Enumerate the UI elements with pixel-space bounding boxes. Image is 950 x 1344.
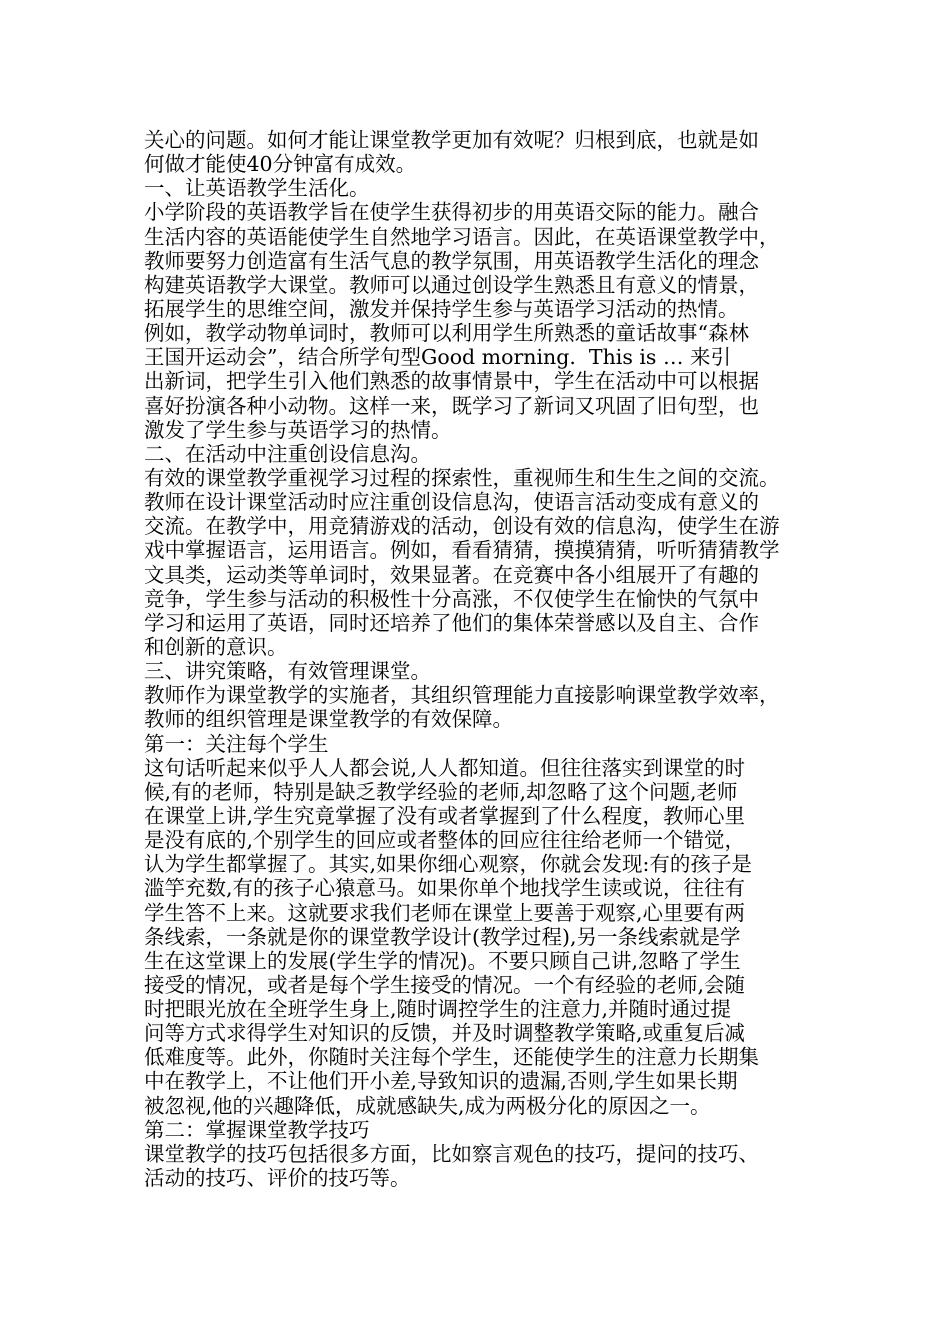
text-line: 认为学生都掌握了。其实,如果你细心观察，你就会发现:有的孩子是: [144, 852, 752, 877]
text-line: 拓展学生的思维空间，激发并保持学生参与英语学习活动的热情。: [144, 296, 739, 321]
text-line: 有效的课堂教学重视学习过程的探索性，重视师生和生生之间的交流。: [144, 465, 780, 490]
text-line: 学习和运用了英语，同时还培养了他们的集体荣誉感以及自主、合作: [144, 610, 759, 635]
text-line: 竞争，学生参与活动的积极性十分高涨，不仅使学生在愉快的气氛中: [144, 586, 759, 611]
text-line: 关心的问题。如何才能让课堂教学更加有效呢？归根到底，也就是如: [144, 128, 759, 152]
text-line: 问等方式求得学生对知识的反馈，并及时调整教学策略,或重复后减: [144, 1021, 746, 1046]
text-line: 条线索，一条就是你的课堂教学设计(教学过程),另一条线索就是学: [144, 924, 741, 949]
text-line: 王国开运动会”，结合所学句型Good morning. This is … 来引: [144, 345, 731, 370]
text-line: 激发了学生参与英语学习的热情。: [144, 417, 452, 442]
section-heading: 二、在活动中注重创设信息沟。: [144, 441, 431, 466]
text-line: 戏中掌握语言，运用语言。例如，看看猜猜，摸摸猜猜，听听猜猜教学: [144, 538, 780, 563]
text-line: 学生答不上来。这就要求我们老师在课堂上要善于观察,心里要有两: [144, 900, 746, 925]
document-body: [144, 128, 824, 1190]
text-line: 生在这堂课上的发展(学生学的情况)。不要只顾自己讲,忽略了学生: [144, 948, 741, 973]
text-line: 在课堂上讲,学生究竟掌握了没有或者掌握到了什么程度，教师心里: [144, 803, 746, 828]
text-line: 喜好扮演各种小动物。这样一来，既学习了新词又巩固了旧句型，也: [144, 393, 759, 418]
text-line: 小学阶段的英语教学旨在使学生获得初步的用英语交际的能力。融合: [144, 200, 759, 225]
text-line: 候,有的老师，特别是缺乏教学经验的老师,却忽略了这个问题,老师: [144, 779, 738, 804]
text-line: 滥竽充数,有的孩子心猿意马。如果你单个地找学生读或说，往往有: [144, 876, 746, 901]
section-heading: 一、让英语教学生活化。: [144, 176, 370, 201]
text-line: 教师在设计课堂活动时应注重创设信息沟，使语言活动变成有意义的: [144, 490, 759, 515]
text-line: 低难度等。此外，你随时关注每个学生，还能使学生的注意力长期集: [144, 1045, 759, 1070]
text-line: 课堂教学的技巧包括很多方面，比如察言观色的技巧，提问的技巧、: [144, 1141, 759, 1166]
text-line: 这句话听起来似乎人人都会说,人人都知道。但往往落实到课堂的时: [144, 755, 746, 780]
text-line: 时把眼光放在全班学生身上,随时调控学生的注意力,并随时通过提: [144, 997, 732, 1022]
section-heading: 三、讲究策略，有效管理课堂。: [144, 659, 431, 684]
text-line: 出新词，把学生引入他们熟悉的故事情景中，学生在活动中可以根据: [144, 369, 759, 394]
text-line: 接受的情况，或者是每个学生接受的情况。一个有经验的老师,会随: [144, 972, 746, 997]
text-line: 教师要努力创造富有生活气息的教学氛围，用英语教学生活化的理念: [144, 248, 759, 273]
subsection-heading: 第二：掌握课堂教学技巧: [144, 1117, 370, 1142]
text-line: 教师作为课堂教学的实施者，其组织管理能力直接影响课堂教学效率，: [144, 683, 780, 708]
text-line: 教师的组织管理是课堂教学的有效保障。: [144, 707, 513, 732]
text-line: 生活内容的英语能使学生自然地学习语言。因此，在英语课堂教学中，: [144, 224, 780, 249]
text-line: 构建英语教学大课堂。教师可以通过创设学生熟悉且有意义的情景，: [144, 272, 759, 297]
text-line: 交流。在教学中，用竞猜游戏的活动，创设有效的信息沟，使学生在游: [144, 514, 780, 539]
subsection-heading: 第一：关注每个学生: [144, 731, 329, 756]
text-line: 是没有底的,个别学生的回应或者整体的回应往往给老师一个错觉，: [144, 828, 746, 853]
text-line: 何做才能使40分钟富有成效。: [144, 152, 417, 177]
text-line: 例如，教学动物单词时，教师可以利用学生所熟悉的童话故事“森林: [144, 321, 749, 346]
text-line: 文具类，运动类等单词时，效果显著。在竞赛中各小组展开了有趣的: [144, 562, 759, 587]
text-line: 中在教学上，不让他们开小差,导致知识的遗漏,否则,学生如果长期: [144, 1069, 738, 1094]
text-line: 和创新的意识。: [144, 634, 288, 659]
text-line: 活动的技巧、评价的技巧等。: [144, 1166, 411, 1191]
text-line: 被忽视,他的兴趣降低，成就感缺失,成为两极分化的原因之一。: [144, 1093, 711, 1118]
